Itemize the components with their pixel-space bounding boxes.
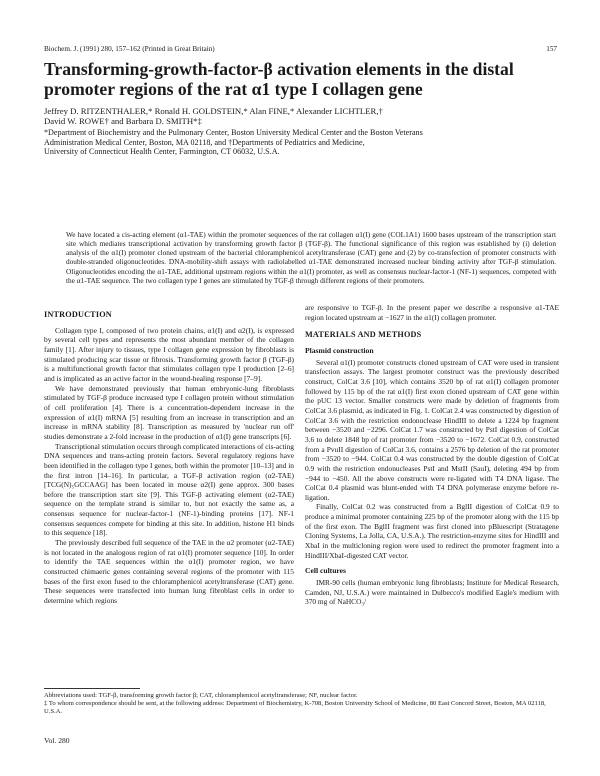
article-title: Transforming-growth-factor-β activation elements in the distal promoter regions of the rat α1 type I collagen gene (44, 59, 514, 99)
abstract: We have located a cis-acting element (α1-TAE) within the promoter sequences of the rat collagen α1(I) gene (COL1A1) 1600 bases upstream of the transcription start site which mediates transcriptional activation by transforming growth factor β (TGF-β). The functional significance of this region was established by (i) deletion analysis of the α1(I) promoter cloned upstream of the bacterial chloramphenicol acetyltransferase (CAT) gene and (2) by co-transfection of promoter constructs with double-stranded oligonucleotides. DNA-mobility-shift assays with radiolabelled α1-TAE demonstrated increased nuclear binding activity after TGF-β stimulation. Oligonucleotides encoding the α1-TAE, additional upstream regions within the α1(I) promoter, as well as consensus nuclear-factor-1 (NF-1) sequences, competed with the α1-TAE sequence. The two collagen type I genes are stimulated by TGF-β through different regions of their promoters. (66, 230, 556, 285)
author-list (44, 106, 564, 126)
plasmid-subheading: Plasmid construction (305, 345, 374, 355)
affiliation-line: Administration Medical Center, Boston, MA 02118, and †Departments of Pediatrics and Medicine, (44, 137, 365, 147)
author-line: David W. ROWE† and Barbara D. SMITH*‡ (44, 116, 202, 127)
plasmid-paragraph: Finally, ColCat 0.2 was constructed from a BglII digestion of ColCat 0.9 to produce a minimal promoter containing 225 bp of the promoter along with the 115 bp of the first exon. The BglII fragment was first cloned into pBluescript (Stratagene Cloning Systems, La Jolla, CA, U.S.A.). The restriction-enzyme sites for HindIII and XbaI in the multicloning region were used to redirect the promoter fragment into a HindIII/XbaI-digested CAT vector. (305, 502, 559, 560)
page-number: 157 (546, 45, 557, 53)
cell-cultures-subheading: Cell cultures (305, 566, 346, 576)
plasmid-paragraph: Several α1(I) promoter constructs cloned upstream of CAT were used in transient transfection assays. The largest promoter construct was the previously described construct, ColCat 3.6 [10], which contains 3520 bp of rat α1(I) collagen promoter followed by 115 bp of the rat α1(I) first exon cloned upstream of CAT gene within the pUC 13 vector. Smaller constructs were made by deletion of fragments from ColCat 3.6 plasmid, as indicated in Fig. 1. ColCat 2.4 was constructed by digestion of ColCat 3.6 with the restriction endonuclease HindIII to delete a 1224 bp fragment between −3520 and −2296. ColCat 1.7 was constructed by PstI digestion of ColCat 3.6 to delete 1848 bp of rat promoter from −3520 to −1672. ColCat 0.9, constructed from a PvuII digestion of ColCat 3.6, contains a 2576 bp deletion of the rat promoter from −3520 to −944. ColCat 0.4 was constructed by the double digestion of ColCat 0.9 with the restriction endonucleases PstI and MstII (SauI), deleting 494 bp from −944 to −450. All the above constructs were re-ligated with T4 DNA ligase. The ColCat 0.4 plasmid was blunt-ended with T4 DNA polymerase enzyme before re-ligation. (305, 357, 559, 502)
footnote-abbreviations: Abbreviations used: TGF-β, transforming growth factor β; CAT, chloramphenicol acetyltransferase; NF, nuclear factor. (44, 692, 358, 699)
footnote-correspondence: ‡ To whom correspondence should be sent, at the following address: Department of Biochemistry, K-708, Boston University School of Medicine, 80 East Concord Street, Boston, MA 02118, U.S.A. (44, 700, 546, 716)
intro-paragraph: Collagen type I, composed of two protein chains, α1(I) and α2(I), is expressed by several cell types and represents the most abundant member of the collagen family [1]. After injury to tissues, type I collagen gene expression by fibroblasts is stimulated producing scar tissue or fibrosis. Transforming growth factor β (TGF-β) is a multifunctional growth factor that stimulates collagen type I production [2–6] and is implicated as an active factor in the wound-healing response [7–9]. (44, 325, 294, 383)
cell-cultures-paragraph: IMR-90 cells (human embryonic lung fibroblasts; Institute for Medical Research, Camden, NJ, U.S.A.) were maintained in Dulbecco's modified Eagle's medium with 370 mg of NaHCO₃/ (305, 578, 559, 607)
intro-paragraph: Transcriptional stimulation occurs through complicated interactions of cis-acting DNA sequences and trans-acting protein factors. Several regulatory regions have been identified in the collagen type I genes, both within the promoter [10–13] and in the first intron [14–16]. In particular, a TGF-β activation region (α2-TAE) [TCG(N)₅GCCAAG] has been located in mouse α2(I) gene approx. 300 bases before the transcription start site [9]. This TGF-β activating element (α2-TAE) sequence on the template strand is similar to, but not exactly the same as, a consensus sequence for nuclear-factor-1 (NF-1)-binding proteins [17]. NF-1 consensus sequences compete for binding at this site. In addition, histone H1 binds to this sequence [18]. (44, 441, 294, 538)
left-column (44, 310, 294, 606)
intro-paragraph: The previously described full sequence of the TAE in the α2 promoter (α2-TAE) is not located in the analogous region of rat α1(I) promoter sequence [10]. In order to identify the TAE sequences within the α1(I) promoter region, we have constructed chimaeric genes containing several regions of the promoter with 115 bases of the first exon fused to the chloramphenicol acetyltransferase (CAT) gene. These sequences were transfected into human lung fibroblast cells in order to determine which regions (44, 538, 294, 606)
running-header (44, 45, 557, 53)
journal-citation: Biochem. J. (1991) 280, 157–162 (Printed in Great Britain) (44, 45, 215, 53)
introduction-heading: INTRODUCTION (44, 310, 112, 319)
methods-heading: MATERIALS AND METHODS (305, 330, 422, 340)
author-line: Jeffrey D. RITZENTHALER,* Ronald H. GOLDSTEIN,* Alan FINE,* Alexander LICHTLER,† (44, 106, 383, 116)
footnotes (44, 692, 559, 717)
affiliations (44, 128, 564, 157)
intro-paragraph: We have demonstrated previously that human embryonic-lung fibroblasts stimulated by TGF-β produce increased type I collagen protein without stimulation of cell proliferation [4]. There is a concentration-dependent increase in the expression of α1(I) mRNA [5] resulting from an increase in transcription and an increase in mRNA stability [8]. Transcription as measured by 'nuclear run off' studies demonstrate a 2-fold increase in the production of α1(I) gene transcripts [6]. (44, 383, 294, 441)
intro-continued-paragraph: are responsive to TGF-β. In the present paper we describe a responsive α1-TAE region located upstream at −1627 in the α1(I) collagen promoter. (305, 303, 559, 322)
right-column (305, 303, 559, 607)
affiliation-line: University of Connecticut Health Center, Farmington, CT 06032, U.S.A. (44, 147, 280, 157)
footnote-divider (44, 688, 140, 689)
affiliation-line: *Department of Biochemistry and the Pulmonary Center, Boston University Medical Center and the Boston Veterans (44, 128, 423, 137)
volume-label: Vol. 280 (44, 736, 70, 745)
